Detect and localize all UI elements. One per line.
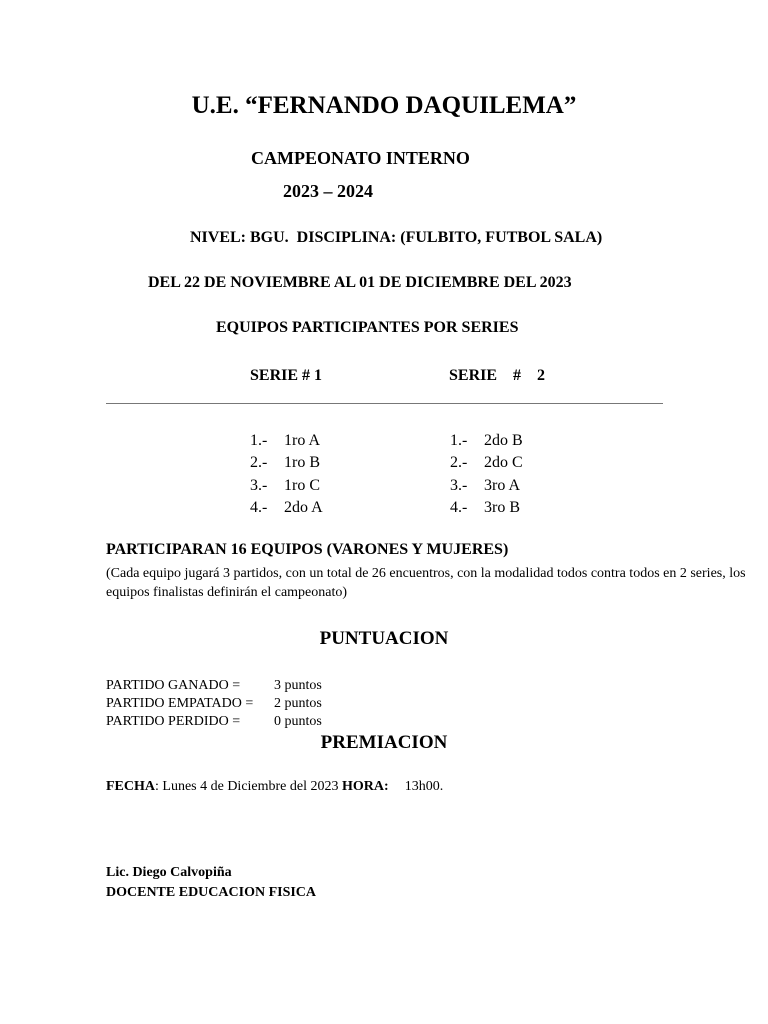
team-name: 3ro A	[484, 476, 520, 494]
date-value: : Lunes 4 de Diciembre del 2023	[155, 779, 343, 794]
score-value: 2 puntos	[274, 696, 322, 711]
team-name: 1ro C	[284, 476, 320, 494]
school-title: U.E. “FERNANDO DAQUILEMA”	[191, 92, 577, 119]
score-row-won	[106, 677, 322, 695]
list-item	[250, 430, 323, 452]
score-row-lost	[106, 713, 322, 731]
team-number: 2.-	[250, 454, 268, 472]
teams-heading: EQUIPOS PARTICIPANTES POR SERIES	[216, 319, 519, 336]
participants-heading: PARTICIPARAN 16 EQUIPOS (VARONES Y MUJERES)	[106, 541, 509, 558]
signature-name: Lic. Diego Calvopiña	[106, 865, 232, 880]
team-name: 1ro B	[284, 454, 320, 472]
list-item	[250, 452, 323, 474]
score-value: 3 puntos	[274, 678, 322, 693]
scoring-heading: PUNTUACION	[319, 628, 449, 649]
participants-note: (Cada equipo jugará 3 partidos, con un total de 26 encuentros, con la modalidad todos contra todos en 2 series, los equipos finalistas definirán el campeonato)	[106, 566, 746, 600]
team-number: 1.-	[250, 432, 268, 449]
team-name: 2do B	[484, 432, 523, 449]
divider-line	[106, 403, 663, 404]
serie-1-team-list	[250, 430, 323, 520]
date-label: FECHA	[106, 779, 155, 794]
serie-2-title: SERIE # 2	[449, 367, 546, 384]
list-item	[450, 430, 523, 452]
serie-1-title: SERIE # 1	[250, 367, 323, 384]
team-name: 3ro B	[484, 499, 520, 517]
list-item	[450, 452, 523, 474]
team-name: 1ro A	[284, 432, 320, 449]
time-value: 13h00.	[404, 779, 444, 794]
championship-title: CAMPEONATO INTERNO	[251, 148, 470, 168]
team-number: 3.-	[450, 476, 468, 494]
serie-2-team-list	[450, 430, 523, 520]
score-label: PARTIDO GANADO =	[106, 678, 241, 693]
score-label: PARTIDO PERDIDO =	[106, 714, 241, 729]
championship-year: 2023 – 2024	[283, 181, 373, 201]
score-row-draw	[106, 695, 322, 713]
level-discipline-line: NIVEL: BGU. DISCIPLINA: (FULBITO, FUTBOL SALA)	[190, 229, 603, 246]
team-name: 2do C	[484, 454, 523, 472]
team-number: 1.-	[450, 432, 468, 449]
team-number: 3.-	[250, 476, 268, 494]
team-number: 2.-	[450, 454, 468, 472]
list-item	[450, 475, 523, 497]
signature-role: DOCENTE EDUCACION FISICA	[106, 885, 317, 900]
list-item	[250, 475, 323, 497]
list-item	[250, 497, 323, 519]
team-name: 2do A	[284, 499, 323, 517]
team-number: 4.-	[250, 499, 268, 517]
time-label: HORA:	[342, 779, 389, 794]
score-value: 0 puntos	[274, 714, 322, 729]
team-number: 4.-	[450, 499, 468, 517]
dates-line: DEL 22 DE NOVIEMBRE AL 01 DE DICIEMBRE DEL 2023	[148, 274, 572, 291]
list-item	[450, 497, 523, 519]
prize-heading: PREMIACION	[320, 732, 448, 753]
score-label: PARTIDO EMPATADO =	[106, 696, 254, 711]
prize-date-line	[106, 779, 443, 795]
